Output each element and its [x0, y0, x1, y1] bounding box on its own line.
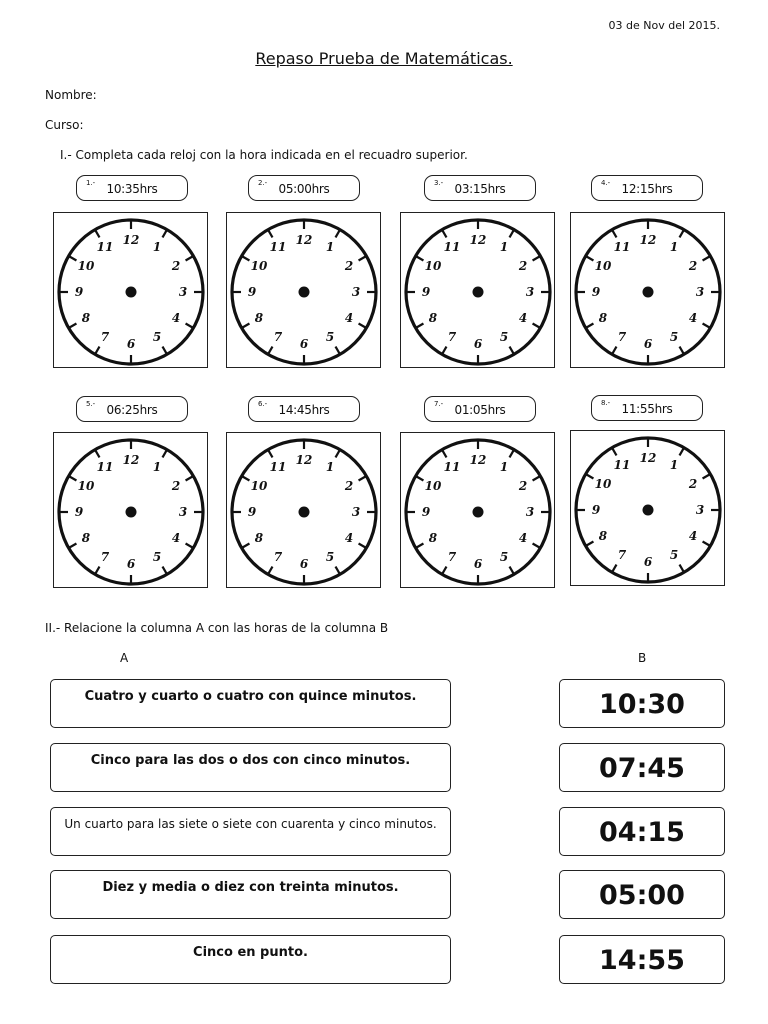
clock-number: 1 — [152, 459, 162, 474]
item-number: 7.- — [434, 400, 444, 408]
clock-number: 4 — [688, 311, 698, 325]
name-label: Nombre: — [45, 88, 97, 102]
clock-number: 11 — [443, 459, 461, 474]
date: 03 de Nov del 2015. — [608, 19, 720, 32]
clock-number: 7 — [447, 330, 457, 345]
clock-face[interactable] — [226, 432, 381, 588]
column-a-item[interactable]: Diez y media o diez con treinta minutos. — [50, 870, 451, 919]
clock-face[interactable] — [53, 212, 208, 368]
item-time: 05:00hrs — [278, 182, 330, 196]
column-b-item[interactable]: 14:55 — [559, 935, 725, 984]
clock-number: 3 — [178, 285, 188, 299]
column-b-item[interactable]: 05:00 — [559, 870, 725, 919]
clock-number: 12 — [122, 453, 140, 467]
clock-svg — [401, 433, 554, 587]
item-time: 14:45hrs — [278, 403, 330, 417]
clock-number: 9 — [74, 505, 84, 519]
clock-number: 11 — [96, 459, 114, 474]
clock-number: 1 — [325, 239, 335, 254]
time-tag — [248, 175, 360, 201]
clock-number: 6 — [643, 337, 653, 351]
clock-number: 7 — [273, 330, 283, 345]
clock-number: 10 — [250, 479, 268, 493]
clock-number: 5 — [152, 550, 162, 565]
clock-svg — [54, 433, 207, 587]
clock-number: 3 — [695, 503, 705, 517]
item-number: 6.- — [258, 400, 268, 408]
clock-number: 5 — [152, 330, 162, 345]
clock-svg — [227, 213, 380, 367]
clock-center — [473, 287, 484, 298]
clock-number: 7 — [447, 550, 457, 565]
clock-number: 6 — [299, 337, 309, 351]
column-a-header: A — [120, 651, 129, 665]
item-time: 12:15hrs — [621, 182, 673, 196]
clock-number: 3 — [351, 505, 361, 519]
clock-number: 6 — [299, 557, 309, 571]
clock-number: 12 — [469, 233, 487, 247]
clock-face[interactable] — [53, 432, 208, 588]
column-a-item[interactable]: Un cuarto para las siete o siete con cuarenta y cinco minutos. — [50, 807, 451, 856]
column-b-header: B — [638, 651, 647, 665]
clock-number: 4 — [344, 531, 354, 545]
page-title: Repaso Prueba de Matemáticas. — [255, 49, 513, 68]
clock-number: 2 — [171, 479, 181, 493]
clock-face[interactable] — [226, 212, 381, 368]
clock-number: 8 — [254, 531, 264, 545]
clock-number: 9 — [591, 503, 601, 517]
clock-number: 5 — [325, 330, 335, 345]
clock-number: 5 — [669, 330, 679, 345]
clock-face[interactable] — [570, 212, 725, 368]
clock-number: 8 — [598, 529, 608, 543]
item-number: 3.- — [434, 179, 444, 187]
clock-number: 11 — [96, 239, 114, 254]
clock-number: 10 — [77, 479, 95, 493]
clock-number: 9 — [74, 285, 84, 299]
clock-number: 5 — [325, 550, 335, 565]
clock-number: 8 — [598, 311, 608, 325]
clock-number: 7 — [617, 330, 627, 345]
clock-number: 4 — [171, 531, 181, 545]
clock-number: 9 — [421, 285, 431, 299]
clock-number: 4 — [518, 531, 528, 545]
column-a-item[interactable]: Cuatro y cuarto o cuatro con quince minutos. — [50, 679, 451, 728]
clock-number: 5 — [669, 548, 679, 563]
clock-number: 5 — [499, 550, 509, 565]
clock-center — [643, 505, 654, 516]
clock-number: 1 — [499, 459, 509, 474]
clock-number: 9 — [247, 285, 257, 299]
clock-number: 3 — [178, 505, 188, 519]
clock-number: 2 — [688, 477, 698, 491]
time-tag — [424, 175, 536, 201]
clock-number: 4 — [344, 311, 354, 325]
clock-number: 9 — [247, 505, 257, 519]
course-label: Curso: — [45, 118, 84, 132]
clock-number: 11 — [269, 239, 287, 254]
clock-number: 11 — [613, 457, 631, 472]
clock-svg — [571, 213, 724, 367]
column-b-item[interactable]: 07:45 — [559, 743, 725, 792]
time-tag — [424, 396, 536, 422]
clock-number: 10 — [424, 479, 442, 493]
clock-number: 1 — [669, 457, 679, 472]
clock-number: 6 — [126, 337, 136, 351]
clock-svg — [54, 213, 207, 367]
clock-number: 12 — [469, 453, 487, 467]
time-tag — [591, 395, 703, 421]
clock-number: 7 — [100, 330, 110, 345]
section2-instruction: II.- Relacione la columna A con las horas de la columna B — [45, 621, 389, 635]
clock-number: 10 — [250, 259, 268, 273]
item-time: 10:35hrs — [106, 182, 158, 196]
clock-number: 8 — [81, 311, 91, 325]
clock-number: 4 — [171, 311, 181, 325]
item-time: 06:25hrs — [106, 403, 158, 417]
clock-number: 6 — [473, 337, 483, 351]
item-time: 11:55hrs — [621, 402, 673, 416]
item-time: 01:05hrs — [454, 403, 506, 417]
item-number: 4.- — [601, 179, 611, 187]
clock-number: 10 — [594, 477, 612, 491]
clock-number: 8 — [254, 311, 264, 325]
section1-instruction: I.- Completa cada reloj con la hora indicada en el recuadro superior. — [60, 148, 468, 162]
clock-number: 4 — [688, 529, 698, 543]
clock-number: 10 — [424, 259, 442, 273]
clock-svg — [227, 433, 380, 587]
clock-center — [299, 507, 310, 518]
clock-number: 3 — [525, 505, 535, 519]
clock-number: 11 — [269, 459, 287, 474]
clock-number: 8 — [81, 531, 91, 545]
clock-number: 12 — [639, 233, 657, 247]
clock-face[interactable] — [400, 432, 555, 588]
item-number: 8.- — [601, 399, 611, 407]
time-tag — [248, 396, 360, 422]
column-b-item[interactable]: 04:15 — [559, 807, 725, 856]
clock-number: 11 — [443, 239, 461, 254]
clock-number: 1 — [499, 239, 509, 254]
clock-face[interactable] — [570, 430, 725, 586]
clock-number: 1 — [669, 239, 679, 254]
clock-number: 2 — [344, 479, 354, 493]
column-a-item[interactable]: Cinco en punto. — [50, 935, 451, 984]
column-b-item[interactable]: 10:30 — [559, 679, 725, 728]
time-tag — [76, 396, 188, 422]
clock-number: 12 — [122, 233, 140, 247]
clock-center — [126, 287, 137, 298]
time-tag — [76, 175, 188, 201]
clock-center — [299, 287, 310, 298]
clock-number: 10 — [77, 259, 95, 273]
clock-number: 12 — [639, 451, 657, 465]
clock-number: 1 — [152, 239, 162, 254]
clock-center — [643, 287, 654, 298]
clock-number: 1 — [325, 459, 335, 474]
clock-number: 2 — [344, 259, 354, 273]
clock-number: 8 — [428, 531, 438, 545]
clock-number: 7 — [617, 548, 627, 563]
item-number: 1.- — [86, 179, 96, 187]
clock-face[interactable] — [400, 212, 555, 368]
clock-center — [126, 507, 137, 518]
item-time: 03:15hrs — [454, 182, 506, 196]
clock-number: 6 — [643, 555, 653, 569]
clock-number: 2 — [518, 259, 528, 273]
time-tag — [591, 175, 703, 201]
clock-number: 6 — [126, 557, 136, 571]
clock-number: 9 — [591, 285, 601, 299]
clock-number: 3 — [525, 285, 535, 299]
clock-number: 8 — [428, 311, 438, 325]
clock-number: 5 — [499, 330, 509, 345]
clock-number: 6 — [473, 557, 483, 571]
clock-center — [473, 507, 484, 518]
clock-number: 3 — [351, 285, 361, 299]
clock-number: 2 — [518, 479, 528, 493]
clock-number: 11 — [613, 239, 631, 254]
item-number: 2.- — [258, 179, 268, 187]
clock-svg — [571, 431, 724, 585]
clock-number: 2 — [171, 259, 181, 273]
clock-number: 7 — [100, 550, 110, 565]
clock-number: 12 — [295, 453, 313, 467]
clock-number: 2 — [688, 259, 698, 273]
clock-number: 9 — [421, 505, 431, 519]
column-a-item[interactable]: Cinco para las dos o dos con cinco minutos. — [50, 743, 451, 792]
clock-svg — [401, 213, 554, 367]
clock-number: 4 — [518, 311, 528, 325]
clock-number: 12 — [295, 233, 313, 247]
item-number: 5.- — [86, 400, 96, 408]
clock-number: 10 — [594, 259, 612, 273]
clock-number: 7 — [273, 550, 283, 565]
clock-number: 3 — [695, 285, 705, 299]
